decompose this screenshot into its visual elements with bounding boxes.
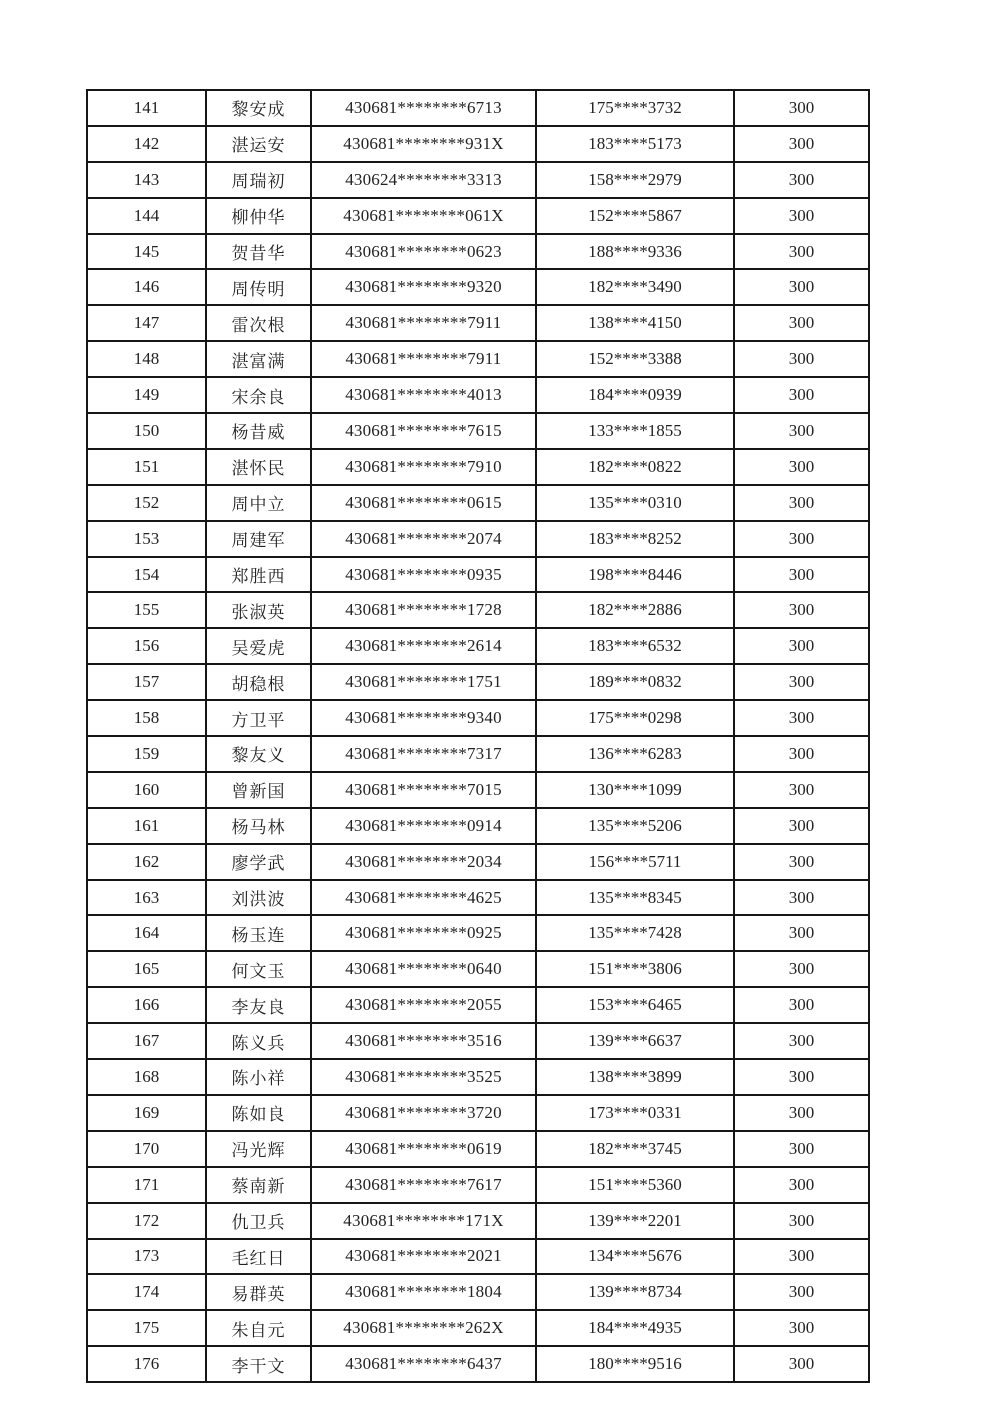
cell-amount: 300 (734, 736, 869, 772)
table-row (87, 844, 869, 880)
cell-amount: 300 (734, 413, 869, 449)
cell-name: 湛运安 (206, 126, 311, 162)
cell-id_number: 430681********1804 (311, 1274, 536, 1310)
cell-index: 166 (87, 987, 206, 1023)
cell-amount: 300 (734, 1203, 869, 1239)
cell-amount: 300 (734, 1239, 869, 1275)
cell-phone: 139****2201 (536, 1203, 734, 1239)
cell-index: 165 (87, 951, 206, 987)
cell-name: 冯光辉 (206, 1131, 311, 1167)
cell-amount: 300 (734, 1346, 869, 1382)
table-row (87, 628, 869, 664)
table-row (87, 1167, 869, 1203)
table-row (87, 700, 869, 736)
cell-name: 张淑英 (206, 592, 311, 628)
cell-index: 169 (87, 1095, 206, 1131)
table-row (87, 1023, 869, 1059)
cell-id_number: 430681********1728 (311, 592, 536, 628)
cell-name: 何文玉 (206, 951, 311, 987)
cell-id_number: 430681********7317 (311, 736, 536, 772)
cell-index: 151 (87, 449, 206, 485)
cell-id_number: 430681********1751 (311, 664, 536, 700)
cell-index: 153 (87, 521, 206, 557)
cell-phone: 188****9336 (536, 234, 734, 270)
cell-index: 162 (87, 844, 206, 880)
cell-amount: 300 (734, 808, 869, 844)
cell-index: 174 (87, 1274, 206, 1310)
cell-amount: 300 (734, 557, 869, 593)
cell-name: 湛富满 (206, 341, 311, 377)
cell-amount: 300 (734, 305, 869, 341)
cell-phone: 182****0822 (536, 449, 734, 485)
cell-amount: 300 (734, 987, 869, 1023)
cell-id_number: 430624********3313 (311, 162, 536, 198)
table-row (87, 1239, 869, 1275)
cell-phone: 158****2979 (536, 162, 734, 198)
cell-phone: 182****2886 (536, 592, 734, 628)
cell-index: 168 (87, 1059, 206, 1095)
cell-id_number: 430681********0935 (311, 557, 536, 593)
cell-name: 毛红日 (206, 1239, 311, 1275)
table-row (87, 951, 869, 987)
table-row (87, 1059, 869, 1095)
cell-name: 胡稳根 (206, 664, 311, 700)
cell-name: 周中立 (206, 485, 311, 521)
cell-index: 176 (87, 1346, 206, 1382)
cell-id_number: 430681********6713 (311, 90, 536, 126)
cell-id_number: 430681********3525 (311, 1059, 536, 1095)
cell-amount: 300 (734, 844, 869, 880)
table-row (87, 126, 869, 162)
cell-phone: 184****4935 (536, 1310, 734, 1346)
cell-name: 杨玉连 (206, 915, 311, 951)
cell-name: 廖学武 (206, 844, 311, 880)
cell-phone: 183****8252 (536, 521, 734, 557)
cell-index: 175 (87, 1310, 206, 1346)
cell-index: 148 (87, 341, 206, 377)
cell-name: 黎安成 (206, 90, 311, 126)
table-row (87, 736, 869, 772)
cell-id_number: 430681********9340 (311, 700, 536, 736)
cell-index: 152 (87, 485, 206, 521)
cell-id_number: 430681********7617 (311, 1167, 536, 1203)
cell-phone: 184****0939 (536, 377, 734, 413)
table-row (87, 772, 869, 808)
cell-phone: 135****8345 (536, 880, 734, 916)
cell-index: 164 (87, 915, 206, 951)
cell-id_number: 430681********0619 (311, 1131, 536, 1167)
cell-name: 杨马林 (206, 808, 311, 844)
table-row (87, 521, 869, 557)
cell-name: 杨昔威 (206, 413, 311, 449)
cell-amount: 300 (734, 1059, 869, 1095)
cell-amount: 300 (734, 341, 869, 377)
table-row (87, 234, 869, 270)
table-row (87, 1131, 869, 1167)
table-row (87, 592, 869, 628)
cell-amount: 300 (734, 1095, 869, 1131)
cell-name: 李干文 (206, 1346, 311, 1382)
cell-index: 159 (87, 736, 206, 772)
cell-amount: 300 (734, 1167, 869, 1203)
cell-phone: 183****6532 (536, 628, 734, 664)
cell-phone: 139****6637 (536, 1023, 734, 1059)
cell-name: 陈小祥 (206, 1059, 311, 1095)
cell-index: 173 (87, 1239, 206, 1275)
table-row (87, 987, 869, 1023)
cell-phone: 135****0310 (536, 485, 734, 521)
table-row (87, 162, 869, 198)
cell-id_number: 430681********0623 (311, 234, 536, 270)
cell-amount: 300 (734, 915, 869, 951)
table-row (87, 269, 869, 305)
cell-phone: 189****0832 (536, 664, 734, 700)
cell-name: 李友良 (206, 987, 311, 1023)
cell-name: 蔡南新 (206, 1167, 311, 1203)
cell-index: 156 (87, 628, 206, 664)
cell-name: 郑胜西 (206, 557, 311, 593)
cell-id_number: 430681********061X (311, 198, 536, 234)
cell-name: 柳仲华 (206, 198, 311, 234)
table-row (87, 1274, 869, 1310)
cell-phone: 135****5206 (536, 808, 734, 844)
cell-index: 155 (87, 592, 206, 628)
cell-phone: 130****1099 (536, 772, 734, 808)
cell-id_number: 430681********4625 (311, 880, 536, 916)
cell-amount: 300 (734, 162, 869, 198)
cell-phone: 151****5360 (536, 1167, 734, 1203)
cell-amount: 300 (734, 1310, 869, 1346)
table-row (87, 305, 869, 341)
cell-name: 周瑞初 (206, 162, 311, 198)
cell-id_number: 430681********0925 (311, 915, 536, 951)
cell-id_number: 430681********0914 (311, 808, 536, 844)
cell-name: 雷次根 (206, 305, 311, 341)
cell-phone: 153****6465 (536, 987, 734, 1023)
roster-table-body (87, 90, 869, 1382)
cell-amount: 300 (734, 1023, 869, 1059)
cell-index: 145 (87, 234, 206, 270)
cell-index: 144 (87, 198, 206, 234)
table-row (87, 413, 869, 449)
cell-phone: 175****0298 (536, 700, 734, 736)
table-row (87, 1346, 869, 1382)
cell-phone: 151****3806 (536, 951, 734, 987)
cell-amount: 300 (734, 198, 869, 234)
roster-table (86, 89, 870, 1383)
table-row (87, 449, 869, 485)
cell-index: 171 (87, 1167, 206, 1203)
cell-index: 141 (87, 90, 206, 126)
cell-id_number: 430681********3516 (311, 1023, 536, 1059)
cell-index: 167 (87, 1023, 206, 1059)
cell-index: 142 (87, 126, 206, 162)
table-row (87, 664, 869, 700)
cell-id_number: 430681********4013 (311, 377, 536, 413)
cell-id_number: 430681********2034 (311, 844, 536, 880)
cell-phone: 152****5867 (536, 198, 734, 234)
cell-phone: 182****3490 (536, 269, 734, 305)
cell-name: 周传明 (206, 269, 311, 305)
cell-phone: 173****0331 (536, 1095, 734, 1131)
cell-index: 158 (87, 700, 206, 736)
cell-index: 143 (87, 162, 206, 198)
cell-phone: 180****9516 (536, 1346, 734, 1382)
cell-amount: 300 (734, 269, 869, 305)
table-row (87, 90, 869, 126)
table-row (87, 341, 869, 377)
cell-phone: 136****6283 (536, 736, 734, 772)
cell-index: 154 (87, 557, 206, 593)
cell-amount: 300 (734, 700, 869, 736)
cell-id_number: 430681********7615 (311, 413, 536, 449)
cell-id_number: 430681********931X (311, 126, 536, 162)
table-row (87, 557, 869, 593)
cell-amount: 300 (734, 772, 869, 808)
cell-name: 易群英 (206, 1274, 311, 1310)
table-row (87, 880, 869, 916)
cell-amount: 300 (734, 628, 869, 664)
cell-id_number: 430681********171X (311, 1203, 536, 1239)
cell-amount: 300 (734, 485, 869, 521)
cell-id_number: 430681********2614 (311, 628, 536, 664)
cell-id_number: 430681********0640 (311, 951, 536, 987)
cell-phone: 139****8734 (536, 1274, 734, 1310)
cell-index: 170 (87, 1131, 206, 1167)
cell-name: 宋余良 (206, 377, 311, 413)
cell-amount: 300 (734, 880, 869, 916)
cell-phone: 198****8446 (536, 557, 734, 593)
cell-amount: 300 (734, 90, 869, 126)
cell-id_number: 430681********2074 (311, 521, 536, 557)
cell-amount: 300 (734, 951, 869, 987)
cell-phone: 135****7428 (536, 915, 734, 951)
cell-id_number: 430681********0615 (311, 485, 536, 521)
table-row (87, 1095, 869, 1131)
table-row (87, 808, 869, 844)
cell-name: 贺昔华 (206, 234, 311, 270)
table-row (87, 1310, 869, 1346)
cell-index: 172 (87, 1203, 206, 1239)
cell-phone: 134****5676 (536, 1239, 734, 1275)
cell-phone: 175****3732 (536, 90, 734, 126)
cell-id_number: 430681********3720 (311, 1095, 536, 1131)
cell-id_number: 430681********9320 (311, 269, 536, 305)
cell-phone: 182****3745 (536, 1131, 734, 1167)
cell-amount: 300 (734, 664, 869, 700)
cell-amount: 300 (734, 126, 869, 162)
cell-amount: 300 (734, 449, 869, 485)
cell-amount: 300 (734, 234, 869, 270)
cell-phone: 183****5173 (536, 126, 734, 162)
cell-amount: 300 (734, 592, 869, 628)
cell-index: 157 (87, 664, 206, 700)
cell-name: 刘洪波 (206, 880, 311, 916)
cell-phone: 133****1855 (536, 413, 734, 449)
cell-index: 146 (87, 269, 206, 305)
cell-phone: 138****3899 (536, 1059, 734, 1095)
table-row (87, 915, 869, 951)
cell-amount: 300 (734, 1131, 869, 1167)
table-row (87, 198, 869, 234)
cell-name: 仇卫兵 (206, 1203, 311, 1239)
cell-index: 149 (87, 377, 206, 413)
cell-phone: 156****5711 (536, 844, 734, 880)
cell-index: 161 (87, 808, 206, 844)
cell-index: 150 (87, 413, 206, 449)
table-row (87, 485, 869, 521)
cell-amount: 300 (734, 377, 869, 413)
cell-phone: 152****3388 (536, 341, 734, 377)
cell-name: 吴爱虎 (206, 628, 311, 664)
cell-id_number: 430681********2055 (311, 987, 536, 1023)
cell-amount: 300 (734, 1274, 869, 1310)
cell-index: 160 (87, 772, 206, 808)
cell-phone: 138****4150 (536, 305, 734, 341)
cell-name: 湛怀民 (206, 449, 311, 485)
table-row (87, 1203, 869, 1239)
cell-id_number: 430681********7911 (311, 341, 536, 377)
cell-name: 陈如良 (206, 1095, 311, 1131)
cell-index: 147 (87, 305, 206, 341)
cell-name: 朱自元 (206, 1310, 311, 1346)
cell-name: 黎友义 (206, 736, 311, 772)
cell-id_number: 430681********6437 (311, 1346, 536, 1382)
cell-name: 方卫平 (206, 700, 311, 736)
cell-id_number: 430681********262X (311, 1310, 536, 1346)
table-row (87, 377, 869, 413)
cell-index: 163 (87, 880, 206, 916)
cell-name: 周建军 (206, 521, 311, 557)
cell-name: 陈义兵 (206, 1023, 311, 1059)
cell-name: 曾新国 (206, 772, 311, 808)
cell-id_number: 430681********7015 (311, 772, 536, 808)
cell-id_number: 430681********2021 (311, 1239, 536, 1275)
cell-id_number: 430681********7910 (311, 449, 536, 485)
cell-amount: 300 (734, 521, 869, 557)
cell-id_number: 430681********7911 (311, 305, 536, 341)
